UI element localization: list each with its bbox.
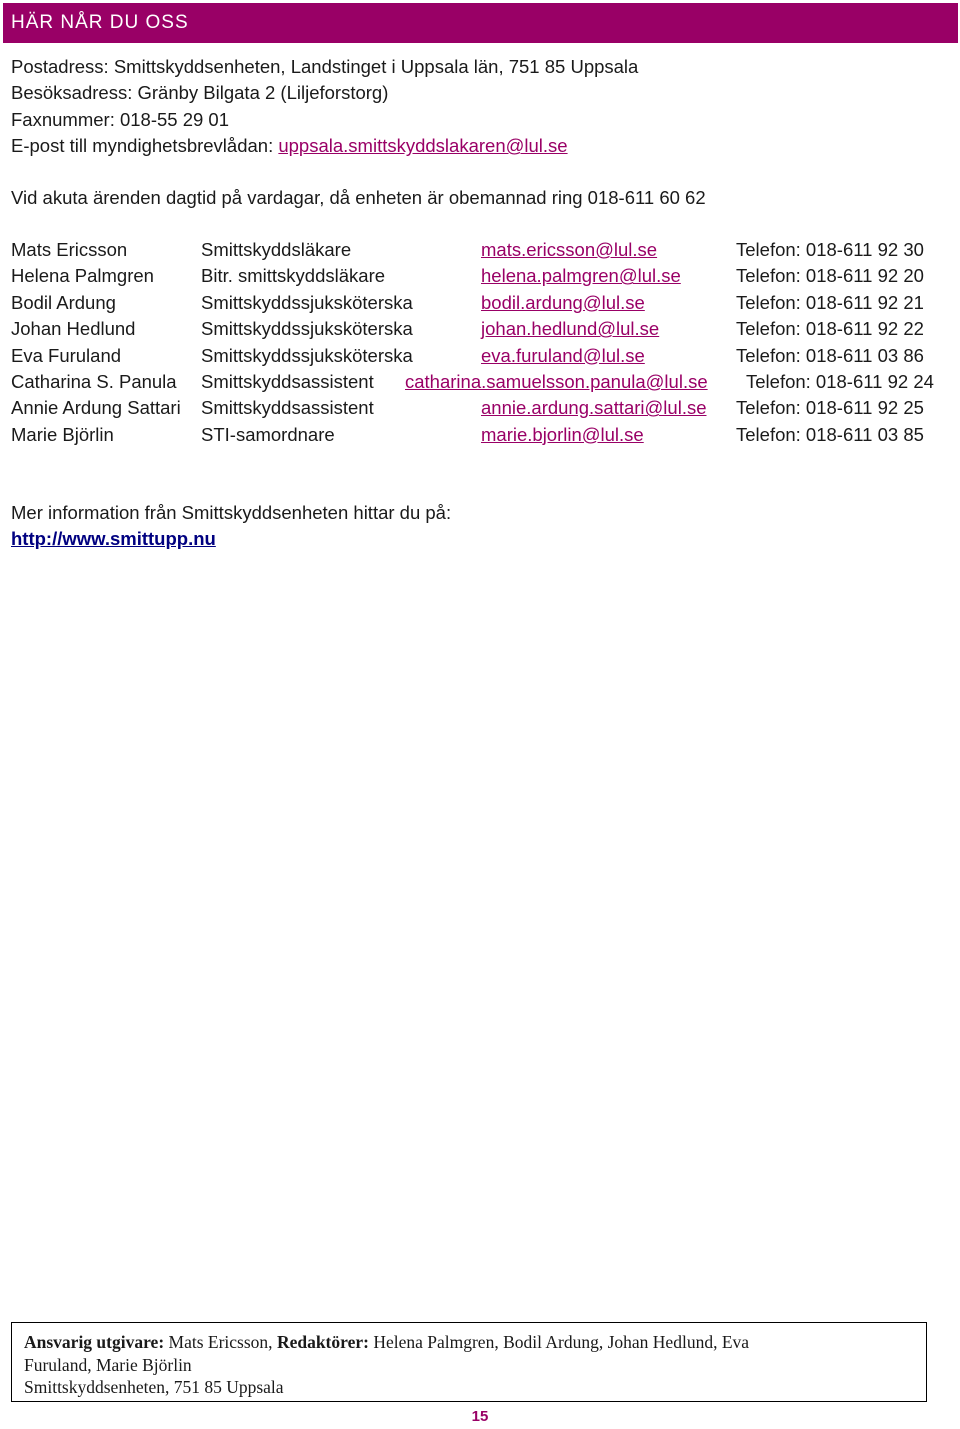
table-row <box>11 422 934 448</box>
postal-address <box>11 54 638 80</box>
contact-email-link[interactable]: mats.ericsson@lul.se <box>481 239 658 260</box>
address-block <box>11 54 638 160</box>
contact-email-link[interactable]: bodil.ardung@lul.se <box>481 291 645 313</box>
publisher-box <box>11 1322 927 1402</box>
contact-name: Bodil Ardung <box>11 291 116 313</box>
table-row <box>11 343 934 369</box>
more-info-text: Mer information från Smittskyddsenheten hittar du på: <box>11 502 452 523</box>
website-link[interactable]: http://www.smittupp.nu <box>11 528 216 550</box>
contact-phone: Telefon: 018-611 92 21 <box>736 291 924 313</box>
contact-email-link[interactable]: eva.furuland@lul.se <box>481 344 645 366</box>
page-number: 15 <box>471 1408 489 1425</box>
contacts-table <box>11 237 934 448</box>
contact-role: Smittskyddsläkare <box>201 239 352 260</box>
publisher-line <box>24 1331 914 1354</box>
table-row <box>11 290 934 316</box>
postal-address-label: Postadress: <box>11 56 109 77</box>
contact-email-link[interactable]: johan.hedlund@lul.se <box>481 318 660 340</box>
authority-email-link[interactable]: uppsala.smittskyddslakaren@lul.se <box>278 135 568 157</box>
urgent-notice: Vid akuta ärenden dagtid på vardagar, då enheten är obemannad ring 018-611 60 62 <box>11 187 706 208</box>
contact-name: Catharina S. Panula <box>11 371 177 393</box>
contact-phone: Telefon: 018-611 03 85 <box>736 423 924 445</box>
editors-names: Helena Palmgren, Bodil Ardung, Johan Hedlund, Eva <box>373 1332 750 1352</box>
section-header <box>3 3 958 43</box>
contact-role: STI-samordnare <box>201 423 335 445</box>
contact-email-link[interactable]: helena.palmgren@lul.se <box>481 265 681 287</box>
fax-value: 018-55 29 01 <box>119 108 230 130</box>
contact-phone: Telefon: 018-611 03 86 <box>736 344 924 366</box>
visiting-address <box>11 80 638 106</box>
table-row <box>11 395 934 421</box>
more-info-block <box>11 500 451 553</box>
fax-number <box>11 107 638 133</box>
contact-email-link[interactable]: marie.bjorlin@lul.se <box>481 423 644 445</box>
contact-phone: Telefon: 018-611 92 22 <box>736 318 924 340</box>
contact-name: Annie Ardung Sattari <box>11 397 181 419</box>
contact-phone: Telefon: 018-611 92 24 <box>746 371 934 393</box>
contact-name: Marie Björlin <box>11 423 114 445</box>
editors-label: Redaktörer: <box>276 1332 369 1352</box>
contact-email-link[interactable]: catharina.samuelsson.panula@lul.se <box>405 371 708 393</box>
editors-names-cont: Furuland, Marie Björlin <box>24 1354 192 1375</box>
publisher-label: Ansvarig utgivare: <box>24 1332 165 1352</box>
contact-phone: Telefon: 018-611 92 20 <box>736 265 924 287</box>
contact-phone: Telefon: 018-611 92 25 <box>736 397 924 419</box>
contact-role: Smittskyddssjuksköterska <box>201 318 413 340</box>
contact-role: Bitr. smittskyddsläkare <box>201 265 386 287</box>
visiting-address-value: Gränby Bilgata 2 (Liljeforstorg) <box>137 82 389 104</box>
postal-address-value: Smittskyddsenheten, Landstinget i Uppsala län, 751 85 Uppsala <box>113 56 639 77</box>
table-row <box>11 263 934 289</box>
contact-email-link[interactable]: annie.ardung.sattari@lul.se <box>481 397 707 419</box>
contact-name: Eva Furuland <box>11 344 122 366</box>
fax-label: Faxnummer: <box>11 108 115 130</box>
authority-email <box>11 133 638 159</box>
table-row <box>11 237 934 263</box>
contact-role: Smittskyddssjuksköterska <box>201 344 413 366</box>
contact-role: Smittskyddsassistent <box>201 371 374 393</box>
contact-role: Smittskyddssjuksköterska <box>201 291 413 313</box>
section-title: HÄR NÅR DU OSS <box>11 12 189 33</box>
contact-name: Helena Palmgren <box>11 265 154 287</box>
authority-email-label: E-post till myndighetsbrevlådan: <box>11 135 274 157</box>
contact-name: Mats Ericsson <box>11 239 128 260</box>
table-row <box>11 369 934 395</box>
contact-phone: Telefon: 018-611 92 30 <box>736 239 924 260</box>
publisher-org: Smittskyddsenheten, 751 85 Uppsala <box>24 1377 284 1397</box>
publisher-name: Mats Ericsson, <box>168 1332 273 1352</box>
contact-name: Johan Hedlund <box>11 318 136 340</box>
contact-role: Smittskyddsassistent <box>201 397 374 419</box>
visiting-address-label: Besöksadress: <box>11 82 133 104</box>
table-row <box>11 316 934 342</box>
